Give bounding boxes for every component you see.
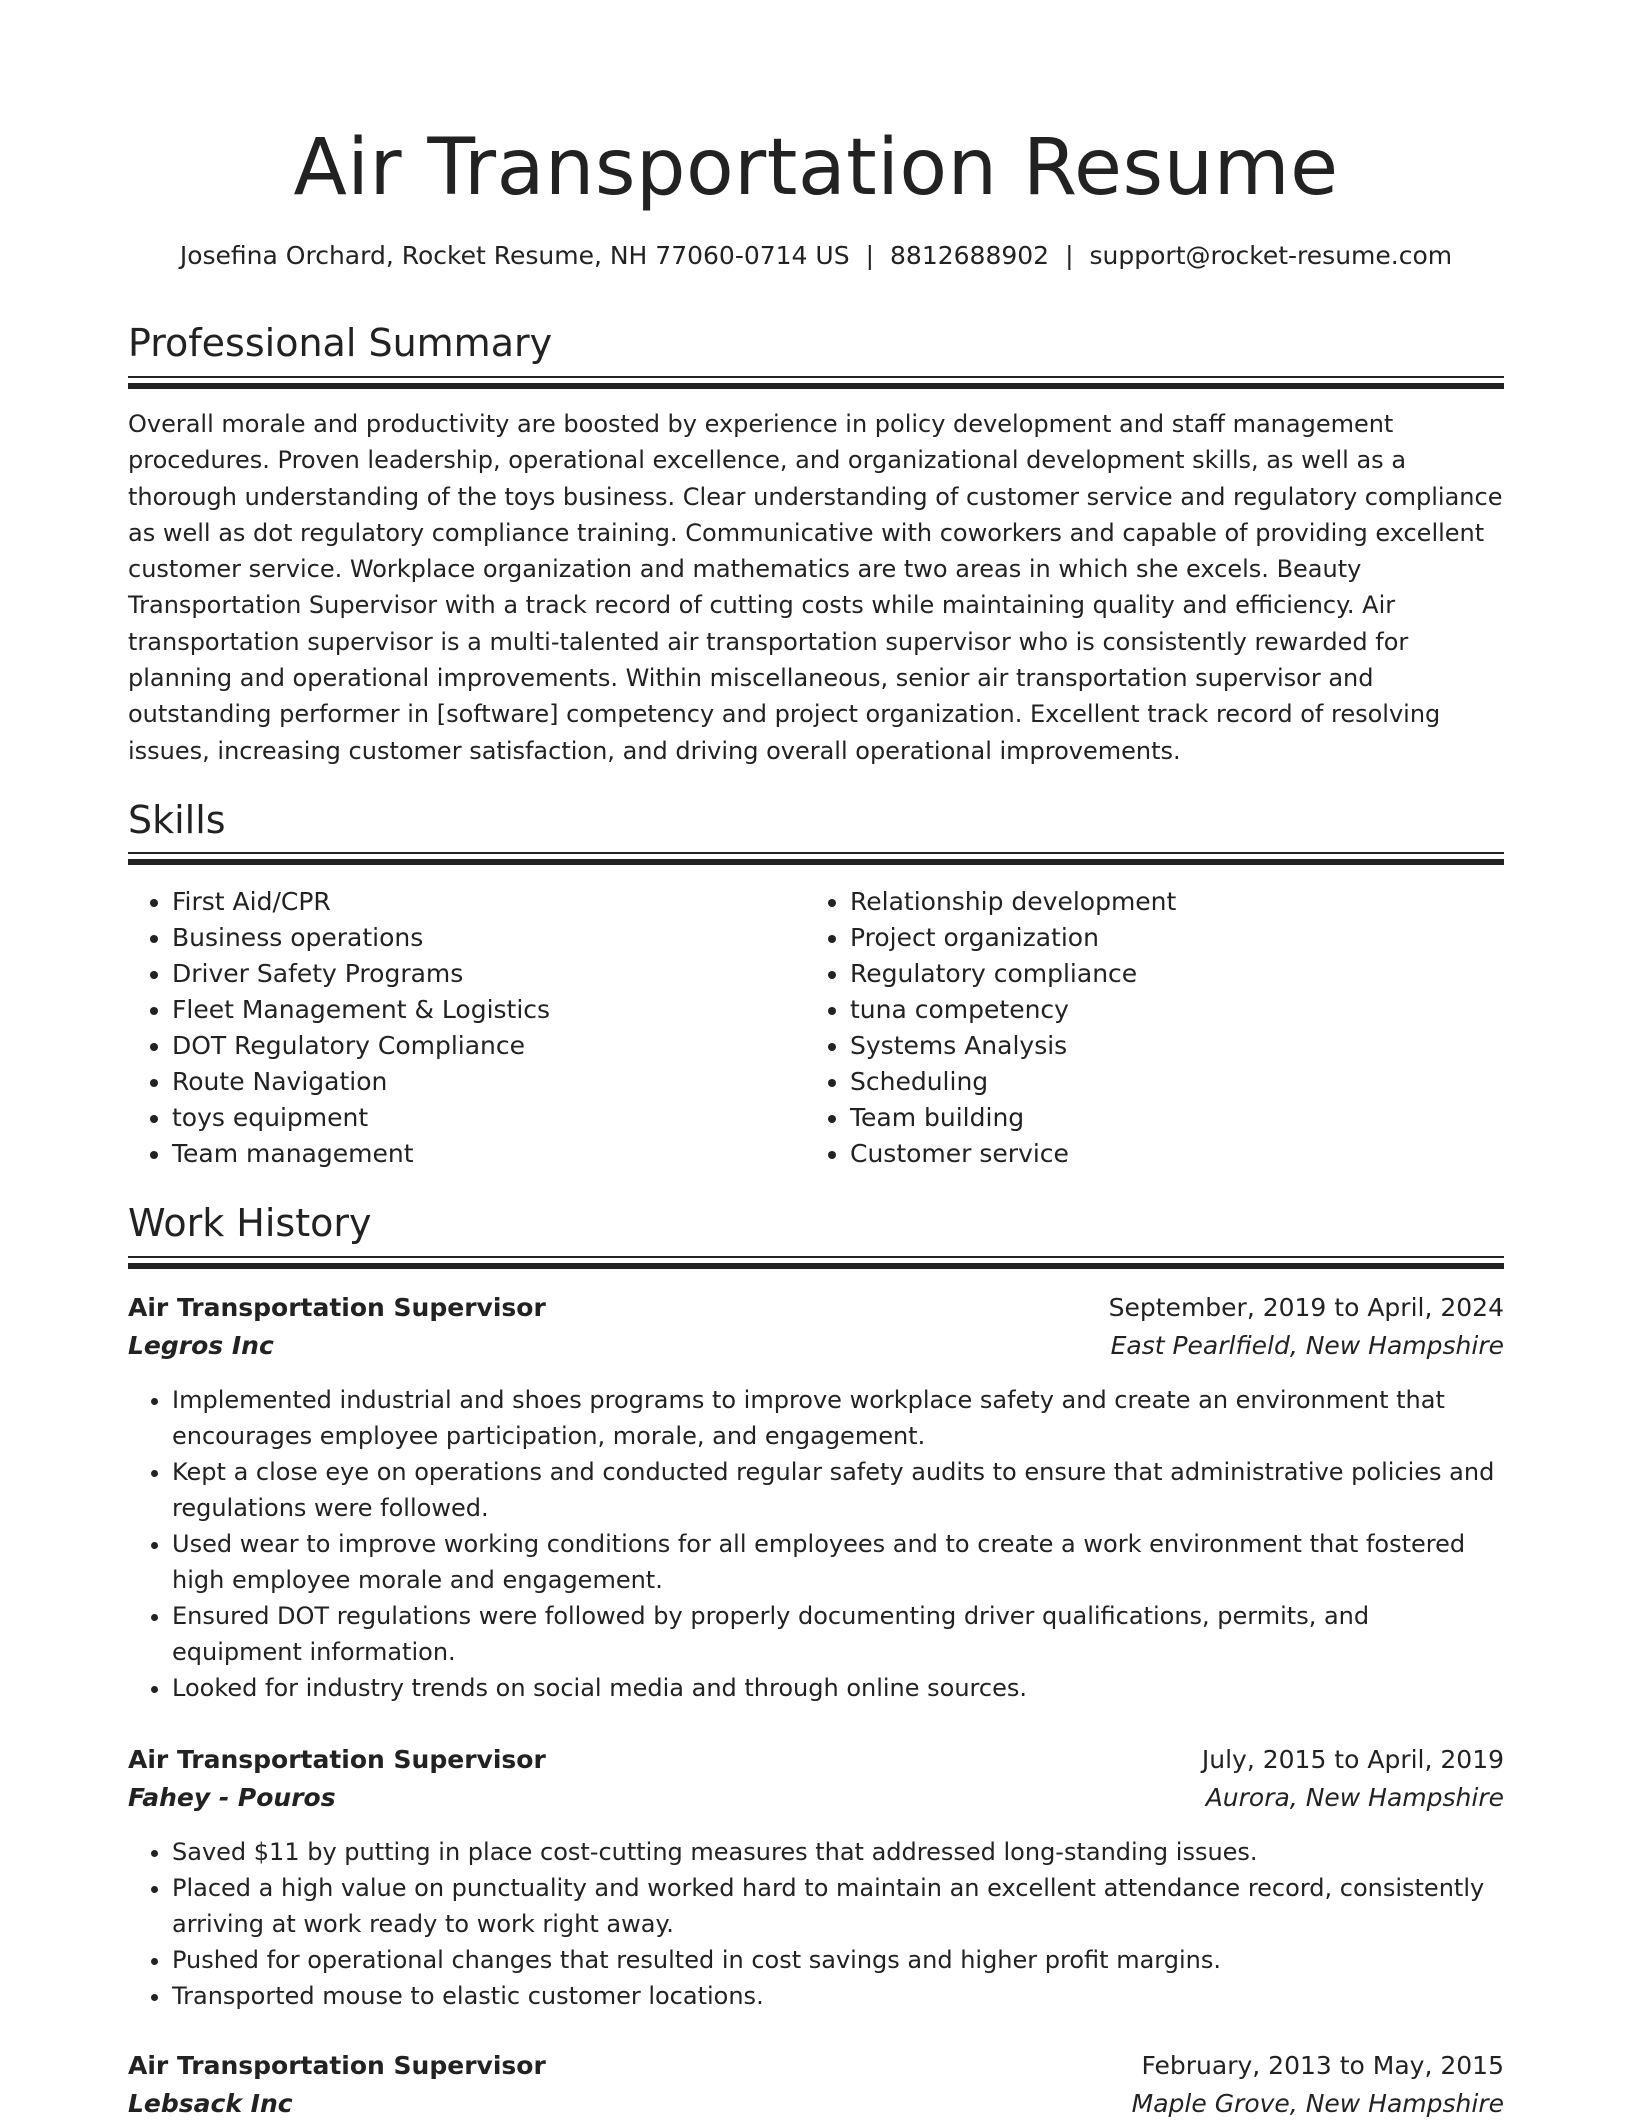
job-company: Legros Inc xyxy=(128,1331,274,1360)
section-heading-skills: Skills xyxy=(128,798,226,842)
skill-item: • Systems Analysis xyxy=(850,1028,1490,1064)
contact-email: support@rocket-resume.com xyxy=(1089,241,1453,270)
job-title: Air Transportation Supervisor xyxy=(128,2051,546,2080)
job-bullet: • Looked for industry trends on social media and through online sources. xyxy=(172,1670,1504,1706)
skill-item: • Route Navigation xyxy=(172,1064,812,1100)
skill-item: • First Aid/CPR xyxy=(172,884,812,920)
contact-separator: | xyxy=(1065,241,1074,270)
job-bullet: • Used wear to improve working conditions for all employees and to create a work environment that fostered high employee morale and engagement. xyxy=(172,1526,1504,1598)
skill-item: • Scheduling xyxy=(850,1064,1490,1100)
skill-item: • Relationship development xyxy=(850,884,1490,920)
job-company: Fahey - Pouros xyxy=(128,1783,336,1812)
job-bullet: • Saved $11 by putting in place cost-cutting measures that addressed long-standing issues. xyxy=(172,1834,1504,1870)
job-bullet: • Kept a close eye on operations and conducted regular safety audits to ensure that administrative policies and regulations were followed. xyxy=(172,1454,1504,1526)
job-bullet: • Transported mouse to elastic customer locations. xyxy=(172,1978,1504,2014)
job-dates: July, 2015 to April, 2019 xyxy=(1201,1745,1504,1774)
job-company: Lebsack Inc xyxy=(128,2089,293,2118)
skill-item: • tuna competency xyxy=(850,992,1490,1028)
section-heading-work: Work History xyxy=(128,1201,372,1245)
skill-item: • DOT Regulatory Compliance xyxy=(172,1028,812,1064)
skill-item: • Regulatory compliance xyxy=(850,956,1490,992)
job-bullets xyxy=(128,1382,1504,1706)
job-dates: February, 2013 to May, 2015 xyxy=(1141,2051,1504,2080)
skills-list-left xyxy=(128,884,812,1172)
job-bullet: • Pushed for operational changes that resulted in cost savings and higher profit margins. xyxy=(172,1942,1504,1978)
skill-item: • Team management xyxy=(172,1136,812,1172)
job-dates: September, 2019 to April, 2024 xyxy=(1108,1293,1504,1322)
section-heading-summary: Professional Summary xyxy=(128,321,553,365)
job-location: Maple Grove, New Hampshire xyxy=(1131,2089,1504,2118)
job-location: East Pearlfield, New Hampshire xyxy=(1110,1331,1504,1360)
job-title: Air Transportation Supervisor xyxy=(128,1293,546,1322)
job-location: Aurora, New Hampshire xyxy=(1205,1783,1504,1812)
section-divider xyxy=(128,852,1504,866)
job-title: Air Transportation Supervisor xyxy=(128,1745,546,1774)
job-bullet: • Ensured DOT regulations were followed by properly documenting driver qualifications, permits, and equipment information. xyxy=(172,1598,1504,1670)
skill-item: • Fleet Management & Logistics xyxy=(172,992,812,1028)
contact-address: Josefina Orchard, Rocket Resume, NH 77060-0714 US xyxy=(179,241,850,270)
skill-item: • Driver Safety Programs xyxy=(172,956,812,992)
skill-item: • Business operations xyxy=(172,920,812,956)
summary-text: Overall morale and productivity are boosted by experience in policy development and staff management procedures. Proven leadership, operational excellence, and organizational development skills, as well as a thorough understanding of the toys business. Clear understanding of customer service and regulatory compliance as well as dot regulatory compliance training. Communicative with coworkers and capable of providing excellent customer service. Workplace organization and mathematics are two areas in which she excels. Beauty Transportation Supervisor with a track record of cutting costs while maintaining quality and efficiency. Air transportation supervisor is a multi-talented air transportation supervisor who is consistently rewarded for planning and operational improvements. Within miscellaneous, senior air transportation supervisor and outstanding performer in [software] competency and project organization. Excellent track record of resolving issues, increasing customer satisfaction, and driving overall operational improvements. xyxy=(128,410,1503,765)
contact-phone: 8812688902 xyxy=(890,241,1050,270)
job-bullet: • Placed a high value on punctuality and worked hard to maintain an excellent attendance record, consistently arriving at work ready to work right away. xyxy=(172,1870,1504,1942)
resume-title: Air Transportation Resume xyxy=(293,123,1339,213)
skill-item: • toys equipment xyxy=(172,1100,812,1136)
job-bullet: • Implemented industrial and shoes programs to improve workplace safety and create an environment that encourages employee participation, morale, and engagement. xyxy=(172,1382,1504,1454)
skill-item: • Project organization xyxy=(850,920,1490,956)
skill-item: • Customer service xyxy=(850,1136,1490,1172)
contact-separator: | xyxy=(865,241,875,270)
skill-item: • Team building xyxy=(850,1100,1490,1136)
job-bullets xyxy=(128,1834,1504,2014)
contact-line xyxy=(0,236,1632,276)
skills-list-right xyxy=(806,884,1490,1172)
section-divider xyxy=(128,376,1504,390)
section-divider xyxy=(128,1256,1504,1270)
